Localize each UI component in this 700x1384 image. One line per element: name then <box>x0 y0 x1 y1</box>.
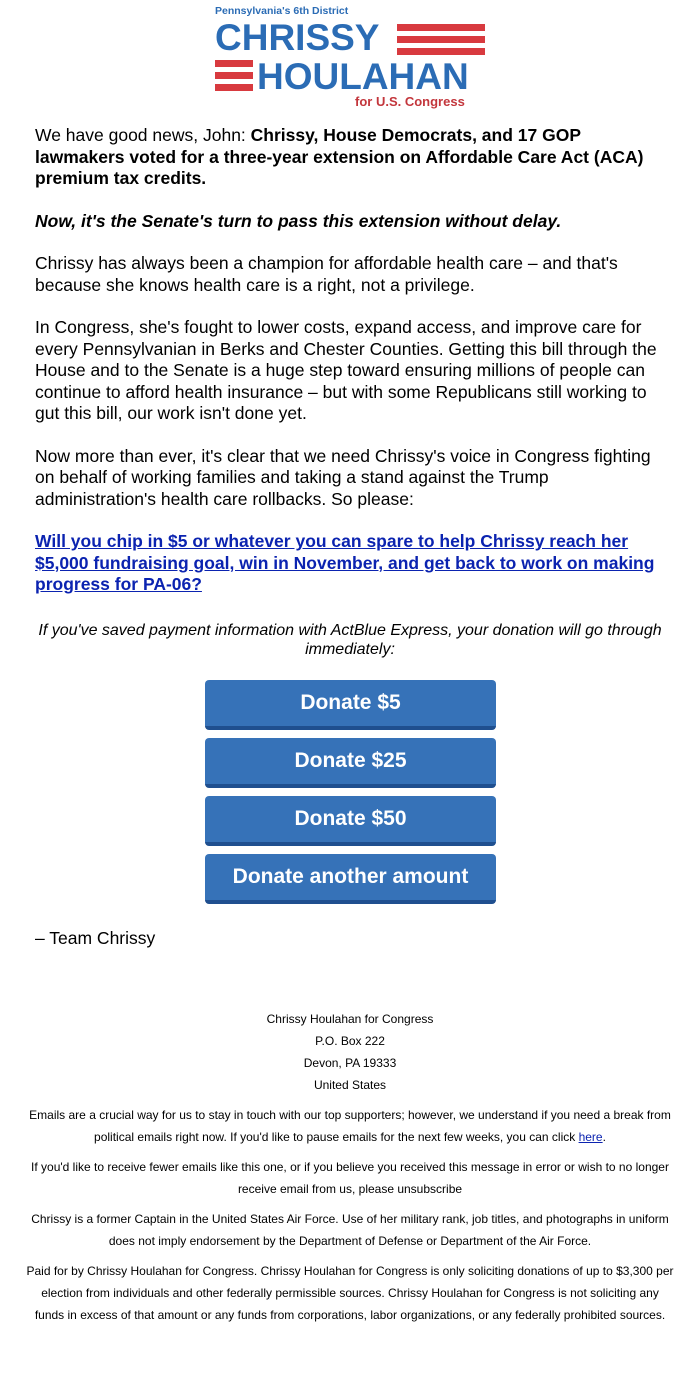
senate-callout: Now, it's the Senate's turn to pass this extension without delay. <box>35 210 562 231</box>
campaign-logo <box>215 4 487 110</box>
pause-emails-text: Emails are a crucial way for us to stay in touch with our top supporters; however, we understand if you need a break from political emails right now. If you'd like to pause emails for the next few weeks, you can click here. <box>29 1108 671 1144</box>
donate-25-button[interactable]: Donate $25 <box>205 738 496 788</box>
donate-50-button[interactable]: Donate $50 <box>205 796 496 846</box>
footer-city: Devon, PA 19333 <box>303 1056 397 1070</box>
donate-ask-link[interactable]: Will you chip in $5 or whatever you can spare to help Chrissy reach her $5,000 fundraising goal, win in November, and get back to work on making progress for PA-06? <box>35 531 655 594</box>
logo-last-name: HOULAHAN <box>257 56 469 97</box>
paid-for-disclaimer: Paid for by Chrissy Houlahan for Congress. Chrissy Houlahan for Congress is only soliciting donations of up to $3,300 per election from individuals and other federally permissible sources. Chrissy Houlahan for Congress is not soliciting any funds in excess of that amount or any funds from corporations, labor organizations, or any federally prohibited sources. <box>26 1264 674 1322</box>
logo-stripe <box>215 84 253 91</box>
congress-paragraph: In Congress, she's fought to lower costs, expand access, and improve care for every Pennsylvanian in Berks and Chester Counties. Getting this bill through the House and to the Senate is a huge step toward ensuring millions of people can continue to afford health insurance – but with some Republicans still working to gut this bill, our work isn't done yet. <box>35 317 657 423</box>
donate-5-button[interactable]: Donate $5 <box>205 680 496 730</box>
ask-paragraph <box>35 531 667 596</box>
military-disclaimer: Chrissy is a former Captain in the United States Air Force. Use of her military rank, job titles, and photographs in uniform does not imply endorsement by the Department of Defense or Department of the Air Force. <box>31 1212 669 1248</box>
mailing-address <box>25 1008 675 1096</box>
voice-paragraph: Now more than ever, it's clear that we need Chrissy's voice in Congress fighting on behalf of working families and taking a stand against the Trump administration's health care rollbacks. So please: <box>35 445 651 509</box>
logo-stripe <box>215 72 253 79</box>
footer-po-box: P.O. Box 222 <box>315 1034 385 1048</box>
logo-stripe <box>397 48 485 55</box>
logo-stripe <box>397 24 485 31</box>
footer-country: United States <box>313 1078 387 1092</box>
email-footer <box>25 1008 675 1334</box>
intro-bold-text: Chrissy, House Democrats, and 17 GOP lawmakers voted for a three-year extension on Affordable Care Act (ACA) premium tax credits. <box>35 125 644 188</box>
signoff: – Team Chrissy <box>35 928 156 948</box>
donate-other-button[interactable]: Donate another amount <box>205 854 496 904</box>
unsubscribe-text: If you'd like to receive fewer emails like this one, or if you believe you received this message in error or wish to no longer receive email from us, please unsubscribe <box>31 1160 669 1196</box>
footer-org: Chrissy Houlahan for Congress <box>266 1012 434 1026</box>
logo-stripe <box>215 60 253 67</box>
donate-buttons <box>205 680 496 912</box>
email-body <box>35 125 667 617</box>
logo-tagline: for U.S. Congress <box>355 94 465 109</box>
champion-paragraph: Chrissy has always been a champion for affordable health care – and that's because she knows health care is a right, not a privilege. <box>35 253 618 295</box>
pause-emails-link[interactable]: here <box>578 1130 603 1144</box>
intro-paragraph: We have good news, John: Chrissy, House Democrats, and 17 GOP lawmakers voted for a three-year extension on Affordable Care Act (ACA) premium tax credits. <box>35 125 644 188</box>
actblue-express-note: If you've saved payment information with ActBlue Express, your donation will go through immediately: <box>38 622 662 658</box>
logo-first-name: CHRISSY <box>215 17 380 58</box>
logo-district: Pennsylvania's 6th District <box>215 5 349 17</box>
logo-stripe <box>397 36 485 43</box>
